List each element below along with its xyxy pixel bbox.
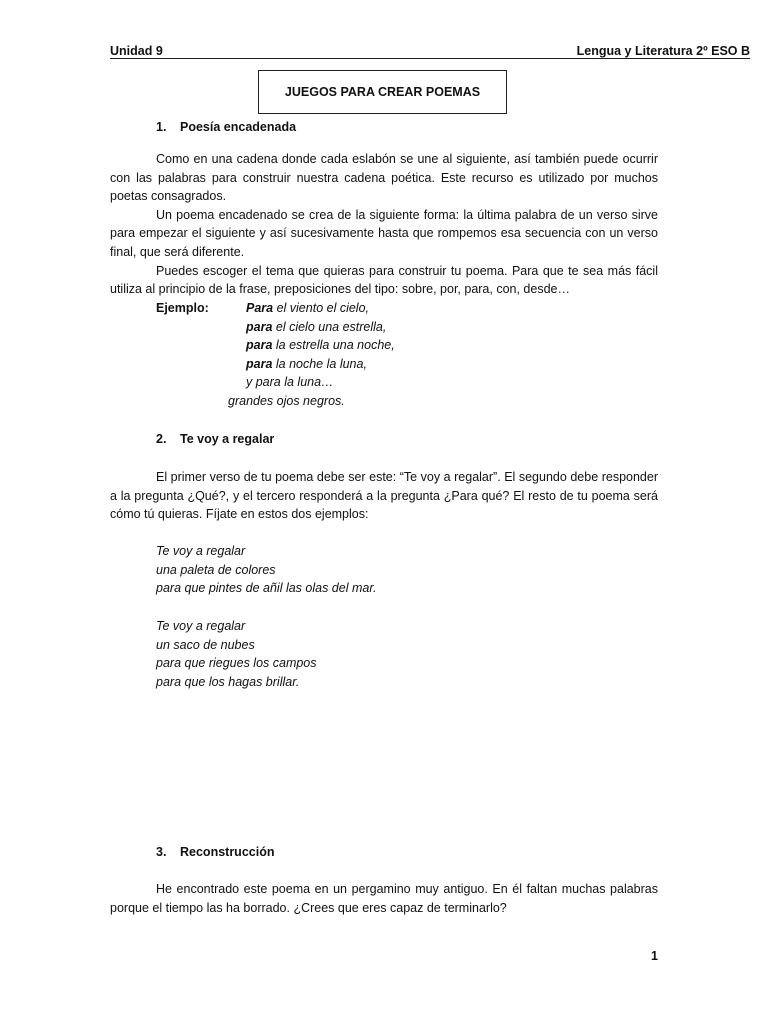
section-2-number: 2. bbox=[156, 432, 167, 446]
page-header bbox=[110, 44, 750, 59]
section-1-paragraph-3: Puedes escoger el tema que quieras para construir tu poema. Para que te sea más fácil utiliza al principio de la frase, preposiciones del tipo: sobre, por, para, con, desde… bbox=[110, 263, 658, 297]
poem-line: un saco de nubes bbox=[156, 637, 255, 652]
section-3-number: 3. bbox=[156, 845, 167, 859]
section-2-paragraph-1: El primer verso de tu poema debe ser este: “Te voy a regalar”. El segundo debe responder a la pregunta ¿Qué?, y el tercero responderá a la pregunta ¿Para qué? El resto de tu poema será cómo tú quieras. Fíjate en estos dos ejemplos: bbox=[110, 470, 658, 522]
poem-line: para que pintes de añil las olas del mar. bbox=[156, 581, 377, 596]
example-line: y para la luna… bbox=[246, 375, 334, 390]
document-title-box bbox=[258, 70, 507, 114]
poem-line: Te voy a regalar bbox=[156, 619, 246, 633]
section-2-title: Te voy a regalar bbox=[180, 432, 275, 446]
gift-poem-2 bbox=[156, 617, 317, 691]
section-2-heading bbox=[156, 430, 274, 449]
example-label: Ejemplo: bbox=[156, 301, 209, 315]
section-1-heading bbox=[156, 118, 296, 137]
example-line: para la noche la luna, bbox=[246, 356, 367, 371]
poem-line: una paleta de colores bbox=[156, 562, 276, 577]
example-final-line: grandes ojos negros. bbox=[228, 394, 345, 408]
poem-line: Te voy a regalar bbox=[156, 544, 246, 558]
example-line: para la estrella una noche, bbox=[246, 338, 395, 353]
example-poem bbox=[246, 299, 395, 392]
document-title: JUEGOS PARA CREAR POEMAS bbox=[284, 84, 481, 99]
section-1-body bbox=[110, 150, 658, 299]
section-3-heading bbox=[156, 843, 274, 862]
page-number: 1 bbox=[651, 949, 658, 963]
section-1-paragraph-1: Como en una cadena donde cada eslabón se une al siguiente, así también puede ocurrir con las palabras para construir nuestra cadena poética. Este recurso es utilizado por muchos poetas consagrados. bbox=[110, 152, 658, 204]
section-3-paragraph-1: He encontrado este poema en un pergamino muy antiguo. En él faltan muchas palabras porque el tiempo las ha borrado. ¿Crees que eres capaz de terminarlo? bbox=[110, 882, 658, 915]
poem-line: para que los hagas brillar. bbox=[156, 674, 300, 689]
section-2-body bbox=[110, 468, 658, 524]
example-line: para el cielo una estrella, bbox=[246, 319, 387, 334]
header-unit: Unidad 9 bbox=[110, 44, 163, 58]
section-3-title: Reconstrucción bbox=[180, 845, 275, 859]
section-1-paragraph-2: Un poema encadenado se crea de la siguiente forma: la última palabra de un verso sirve para empezar el siguiente y así sucesivamente hasta que rompemos esa secuencia con un verso final, que será diferente. bbox=[110, 207, 658, 259]
header-subject: Lengua y Literatura 2º ESO B bbox=[576, 44, 750, 58]
poem-line: para que riegues los campos bbox=[156, 656, 317, 671]
gift-poem-1 bbox=[156, 542, 377, 598]
example-line: Para el viento el cielo, bbox=[246, 301, 369, 315]
section-1-number: 1. bbox=[156, 120, 167, 134]
section-1-title: Poesía encadenada bbox=[180, 120, 297, 134]
section-3-body bbox=[110, 880, 658, 917]
